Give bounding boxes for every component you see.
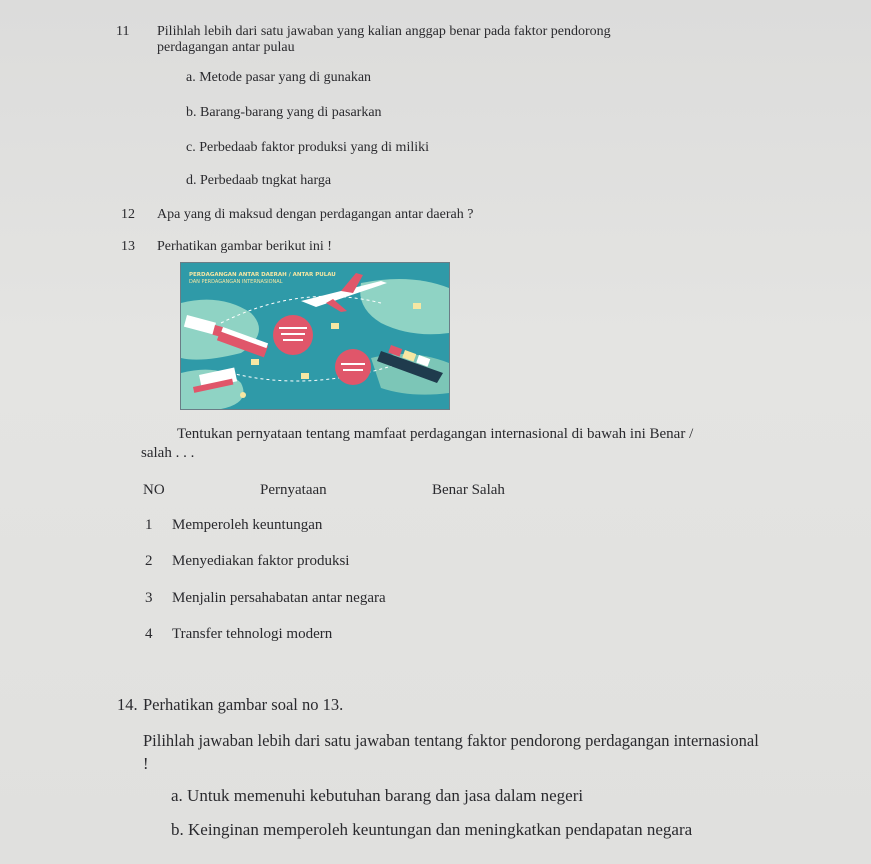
table-row-1-no: 1: [145, 517, 153, 533]
question-13-text: Perhatikan gambar berikut ini !: [157, 239, 332, 254]
question-11-text-line1: Pilihlah lebih dari satu jawaban yang kalian anggap benar pada faktor pendorong: [157, 24, 611, 39]
table-header-no: NO: [143, 482, 165, 498]
question-11-number: 11: [116, 24, 130, 39]
table-row-1-statement: Memperoleh keuntungan: [172, 517, 323, 533]
question-11-option-b: b. Barang-barang yang di pasarkan: [186, 105, 382, 120]
table-row-2-statement: Menyediakan faktor produksi: [172, 553, 350, 569]
question-14-option-b: b. Keinginan memperoleh keuntungan dan meningkatkan pendapatan negara: [171, 820, 693, 839]
trade-illustration: [180, 262, 450, 410]
question-14-text: Perhatikan gambar soal no 13.: [143, 695, 344, 714]
table-row-3-statement: Menjalin persahabatan antar negara: [172, 590, 386, 606]
info-bubble: [335, 349, 371, 385]
table-row-3-no: 3: [145, 590, 153, 606]
question-11-option-d: d. Perbedaab tngkat harga: [186, 173, 332, 188]
table-header-answer: Benar Salah: [432, 482, 505, 498]
question-14-option-a: a. Untuk memenuhi kebutuhan barang dan jasa dalam negeri: [171, 786, 584, 805]
question-11-option-a: a. Metode pasar yang di gunakan: [186, 70, 372, 85]
question-13-instruction-line1: Tentukan pernyataan tentang mamfaat perdagangan internasional di bawah ini Benar /: [177, 426, 694, 442]
question-14-instruction-line1: Pilihlah jawaban lebih dari satu jawaban tentang faktor pendorong perdagangan internasional: [143, 731, 759, 750]
table-row-4-no: 4: [145, 626, 153, 642]
info-bubble: [273, 315, 313, 355]
question-11-option-c: c. Perbedaab faktor produksi yang di miliki: [186, 140, 429, 155]
question-12-text: Apa yang di maksud dengan perdagangan antar daerah ?: [157, 207, 474, 222]
illustration-title-line2: DAN PERDAGANGAN INTERNASIONAL: [189, 279, 283, 285]
table-row-4-statement: Transfer tehnologi modern: [172, 626, 333, 642]
question-13-number: 13: [121, 239, 135, 254]
question-14-instruction-line2: !: [143, 754, 149, 773]
question-11-text-line2: perdagangan antar pulau: [157, 40, 295, 55]
question-13-instruction-line2: salah . . .: [141, 445, 195, 461]
illustration-title-line1: PERDAGANGAN ANTAR DAERAH / ANTAR PULAU: [189, 272, 336, 278]
question-14-number: 14.: [117, 695, 138, 714]
table-row-2-no: 2: [145, 553, 153, 569]
question-12-number: 12: [121, 207, 135, 222]
table-header-statement: Pernyataan: [260, 482, 327, 498]
